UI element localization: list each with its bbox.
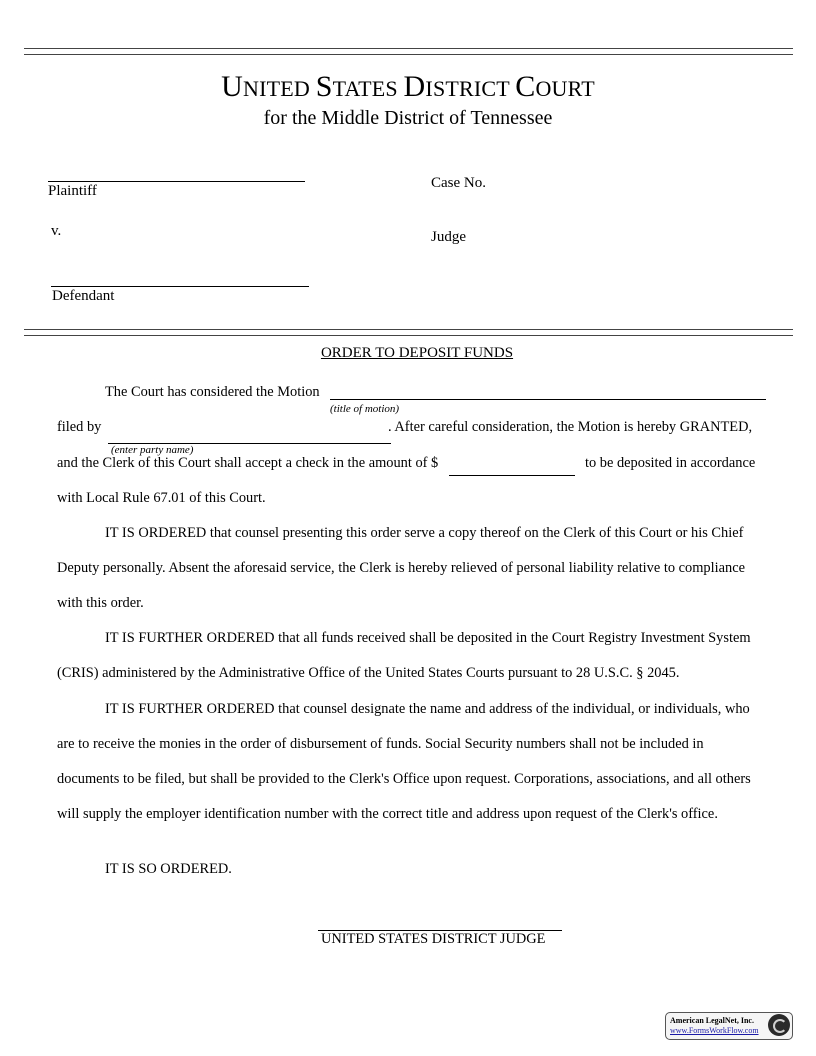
further-ordered-designate-line-2: are to receive the monies in the order of disbursement of funds. Social Security numbers shall not be included in (57, 736, 704, 752)
order-heading: ORDER TO DEPOSIT FUNDS (320, 345, 514, 361)
further-ordered-designate-line-4: will supply the employer identification number with the correct title and address upon request of the Clerk's office. (57, 806, 718, 822)
judge-signature-label: UNITED STATES DISTRICT JUDGE (321, 931, 546, 947)
further-ordered-cris-line-2: (CRIS) administered by the Administrative Office of the United States Courts pursuant to 28 U.S.C. § 2045. (57, 665, 680, 681)
defendant-label: Defendant (52, 288, 115, 304)
it-is-ordered-line-1: IT IS ORDERED that counsel presenting this order serve a copy thereof on the Clerk of this Court or his Chief (105, 525, 744, 541)
plaintiff-label: Plaintiff (48, 183, 97, 199)
further-ordered-cris-line-1: IT IS FURTHER ORDERED that all funds received shall be deposited in the Court Registry Investment System (105, 630, 751, 646)
legalnet-logo-icon (768, 1014, 790, 1036)
motion-title-line[interactable] (330, 399, 766, 400)
brand-name: American LegalNet, Inc. (670, 1016, 754, 1025)
defendant-name-line[interactable] (51, 286, 309, 287)
top-double-rule (24, 48, 793, 55)
further-ordered-designate-line-3: documents to be filed, but shall be provided to the Clerk's Office upon request. Corporations, associations, and all others (57, 771, 751, 787)
legalnet-badge[interactable] (665, 1012, 793, 1040)
caption-double-rule (24, 329, 793, 336)
clerk-accept-text: and the Clerk of this Court shall accept a check in the amount of $ (57, 455, 439, 471)
case-no-label: Case No. (431, 175, 486, 191)
so-ordered-text: IT IS SO ORDERED. (105, 861, 232, 877)
motion-intro-text: The Court has considered the Motion (105, 384, 320, 400)
deposited-accordance-text: to be deposited in accordance (585, 455, 756, 471)
party-name-hint: (enter party name) (111, 444, 194, 456)
versus-label: v. (51, 223, 62, 239)
local-rule-text: with Local Rule 67.01 of this Court. (57, 490, 266, 506)
it-is-ordered-line-2: Deputy personally. Absent the aforesaid service, the Clerk is hereby relieved of personal liability relative to compliance (57, 560, 745, 576)
court-title: UNITED STATES DISTRICT COURT (221, 70, 595, 103)
district-subtitle: for the Middle District of Tennessee (263, 107, 553, 129)
further-ordered-designate-line-1: IT IS FURTHER ORDERED that counsel designate the name and address of the individual, or individuals, who (105, 701, 750, 717)
amount-line[interactable] (449, 475, 575, 476)
it-is-ordered-line-3: with this order. (57, 595, 144, 611)
granted-text: . After careful consideration, the Motion is hereby GRANTED, (388, 419, 753, 435)
brand-url-link[interactable]: www.FormsWorkFlow.com (670, 1026, 759, 1035)
title-of-motion-hint: (title of motion) (330, 403, 400, 415)
plaintiff-name-line[interactable] (48, 181, 305, 182)
judge-label: Judge (431, 229, 466, 245)
filed-by-text: filed by (57, 419, 102, 435)
